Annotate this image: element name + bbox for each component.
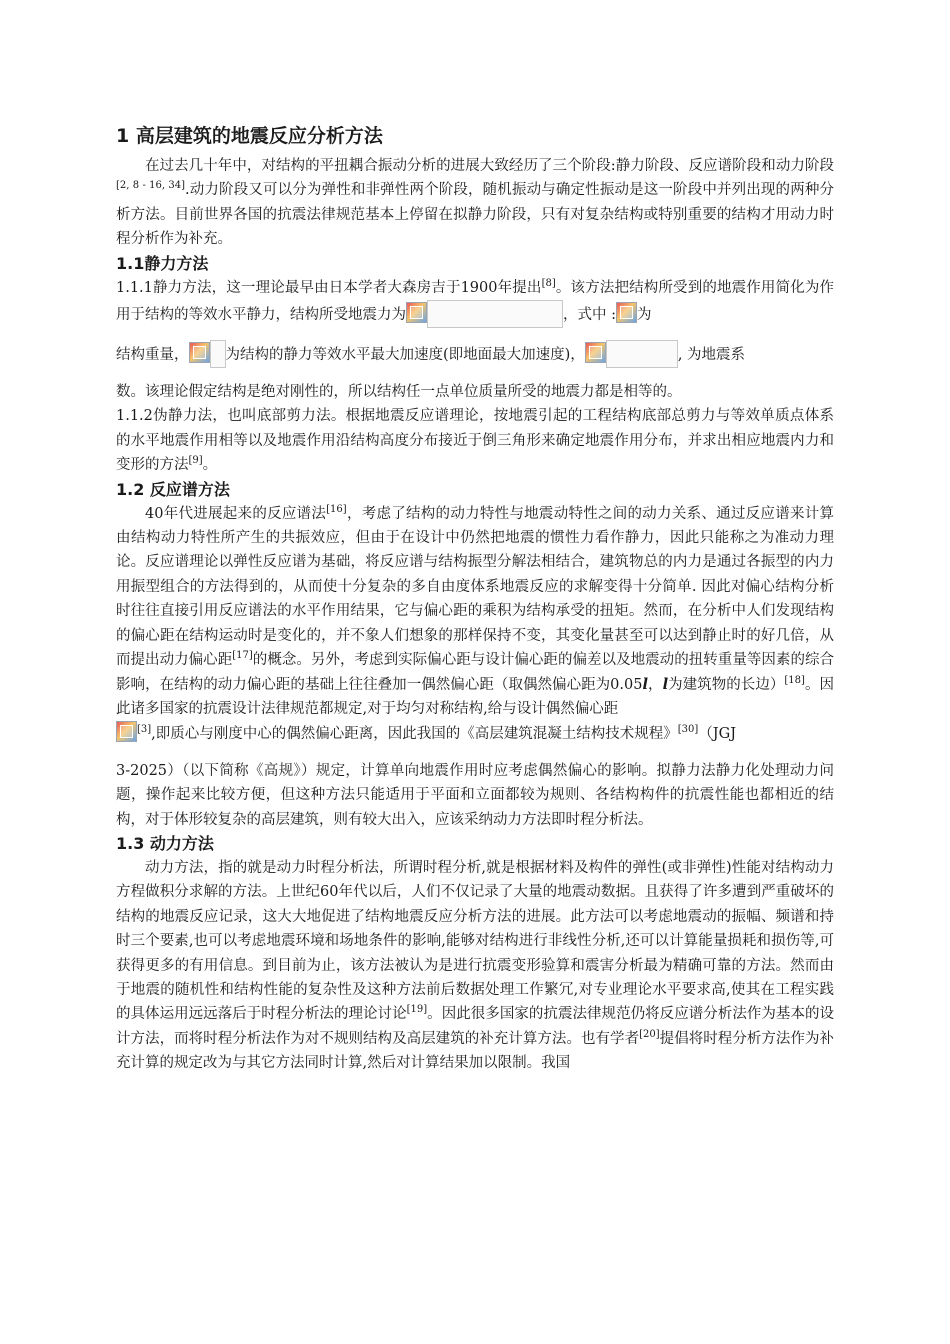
dynamic-method-paragraph <box>116 856 834 1076</box>
formula-image-icon <box>189 342 210 363</box>
text-run: 在过去几十年中，对结构的平扭耦合振动分析的进展大致经历了三个阶段:静力阶段、反应谱阶段和动力阶段 <box>145 158 834 174</box>
formula-box <box>427 300 563 328</box>
text-run: 。该方法把结构所受到的地震作用简化为作用于结构的等效水平静力，结构所受地震力为 <box>116 279 835 324</box>
document-page <box>116 120 834 1076</box>
text-run: 提倡将时程分析方法作为补充计算的规定改为与其它方法同时计算,然后对计算结果加以限制。我国 <box>116 1030 835 1072</box>
intro-paragraph <box>116 154 834 252</box>
citation: [18] <box>784 674 805 686</box>
formula-box <box>606 340 678 368</box>
text-run: , 为地震系 <box>677 347 746 364</box>
formula-box <box>210 340 226 368</box>
citation: [19] <box>406 1004 428 1016</box>
text-run: 1.1.2伪静力法，也叫底部剪力法。根据地震反应谱理论，按地震引起的工程结构底部总剪力与等效单质点体系的水平地震作用相等以及地震作用沿结构高度分布接近于倒三角形来确定地震作用分布，并求出相应地震内力和变形的方法 <box>116 408 834 474</box>
citation: [20] <box>639 1028 660 1040</box>
text-run: 。因此诸多国家的抗震设计法律规范都规定,对于均匀对称结构,给与设计偶然偏心距 <box>116 676 835 717</box>
text-run: 40年代进展起来的反应谱法 <box>145 505 327 522</box>
citation: [30] <box>677 724 699 736</box>
static-method-conclusion: 数。该理论假定结构是绝对刚性的，所以结构任一点单位质量所受的地震力都是相等的。 <box>116 384 682 401</box>
section-heading: 1 高层建筑的地震反应分析方法 <box>116 125 383 147</box>
symbol-l: l <box>662 675 669 693</box>
text-run: 为 <box>637 307 652 324</box>
response-spectrum-paragraph <box>116 502 834 747</box>
static-method-paragraph <box>116 276 834 328</box>
text-run: 为建筑物的长边） <box>668 676 785 693</box>
text-run: 1.1.1静力方法，这一理论最早由日本学者大森房吉于1900年提出 <box>116 279 542 296</box>
formula-image-icon <box>116 721 137 742</box>
response-spectrum-paragraph-cont: 3-2025）（以下简称《高规》）规定，计算单向地震作用时应考虑偶然偏心的影响。拟静力法静力化处理动力问题，操作起来比较方便，但这种方法只能适用于平面和立面都较为规则、各结构构件的抗震性能也都相近的结构，对于体形较复杂的高层建筑，则有较大出入，应该采纳动力方法即时程分析法。 <box>116 762 834 828</box>
subsection-heading-1-3: 1.3 动力方法 <box>116 833 214 853</box>
pseudo-static-paragraph <box>116 404 834 477</box>
formula-image-icon <box>406 302 427 323</box>
text-run: （JGJ <box>698 726 737 743</box>
citation: [9] <box>188 455 203 467</box>
subsection-heading-1-2: 1.2 反应谱方法 <box>116 479 230 499</box>
static-method-paragraph-cont <box>116 340 834 368</box>
citation: [3] <box>137 724 152 736</box>
formula-image-icon <box>616 302 637 323</box>
text-run: ,即质心与刚度中心的偶然偏心距离，因此我国的《高层建筑混凝土结构技术规程》 <box>151 726 678 743</box>
citation: [8] <box>541 277 556 289</box>
text-run: 为结构的静力等效水平最大加速度(即地面最大加速度)， <box>225 347 585 364</box>
text-run: ，式中 : <box>563 307 616 324</box>
text-run: .动力阶段又可以分为弹性和非弹性两个阶段，随机振动与确定性振动是这一阶段中并列出现的两种分析方法。目前世界各国的抗震法律规范基本上停留在拟静力阶段，只有对复杂结构或特别重要的结构才用动力时程分析作为补充。 <box>116 182 834 248</box>
text-run: ，考虑了结构的动力特性与地震动特性之间的动力关系、通过反应谱来计算由结构动力特性所产生的共振效应，但由于在设计中仍然把地震的惯性力看作静力，因此只能称之为准动力理论。反应谱理论以弹性反应谱为基础，将反应谱与结构振型分解法相结合，建筑物总的内力是通过各振型的内力用振型组合的方法得到的，从而使十分复杂的多自由度体系地震反应的求解变得十分简单. 因此对偏心结构分析时往往直接引用反应谱法的水平作用结果，它与偏心距的乘积为结构承受的扭矩。然而，在分析中人们发现结构的偏心距在结构运动时是变化的，并不象人们想象的那样保持不变，其变化量甚至可以达到静止时的好几倍，从而提出动力偏心距 <box>116 505 834 669</box>
text-run: 动力方法，指的就是动力时程分析法，所谓时程分析,就是根据材料及构件的弹性(或非弹性)性能对结构动力方程做积分求解的方法。上世纪60年代以后，人们不仅记录了大量的地震动数据。且获得了许多遭到严重破坏的结构的地震反应记录，这大大地促进了结构地震反应分析方法的进展。此方法可以考虑地震动的振幅、频谱和持时三个要素,也可以考虑地震环境和场地条件的影响,能够对结构进行非线性分析,还可以计算能量损耗和损伤等,可获得更多的有用信息。到目前为止，该方法被认为是进行抗震变形验算和震害分析最为精确可靠的方法。然而由于地震的随机性和结构性能的复杂性及这种方法前后数据处理工作繁冗,对专业理论水平要求高,使其在工程实践的具体运用远远落后于时程分析法的理论讨论 <box>116 859 834 1023</box>
citation: [16] <box>326 503 347 515</box>
subsection-heading-1-1: 1.1静力方法 <box>116 253 209 273</box>
text-run: 结构重量， <box>116 347 189 364</box>
text-run: 。 <box>202 457 218 474</box>
symbol-l: l <box>642 675 648 693</box>
text-run: 的概念。另外，考虑到实际偏心距与设计偏心距的偏差以及地震动的扭转重量等因素的综合影响，在结构的动力偏心距的基础上往往叠加一偶然偏心距（取偶然偏心距为0.05 <box>116 652 835 693</box>
text-run: 。因此很多国家的抗震法律规范仍将反应谱分析法作为基本的设计方法，而将时程分析法作为对不规则结构及高层建筑的补充计算方法。也有学者 <box>116 1006 835 1047</box>
formula-image-icon <box>585 342 606 363</box>
citation: [17] <box>232 650 253 662</box>
text-run: ， <box>647 676 663 693</box>
citation: [2, 8 - 16, 34] <box>116 180 186 192</box>
